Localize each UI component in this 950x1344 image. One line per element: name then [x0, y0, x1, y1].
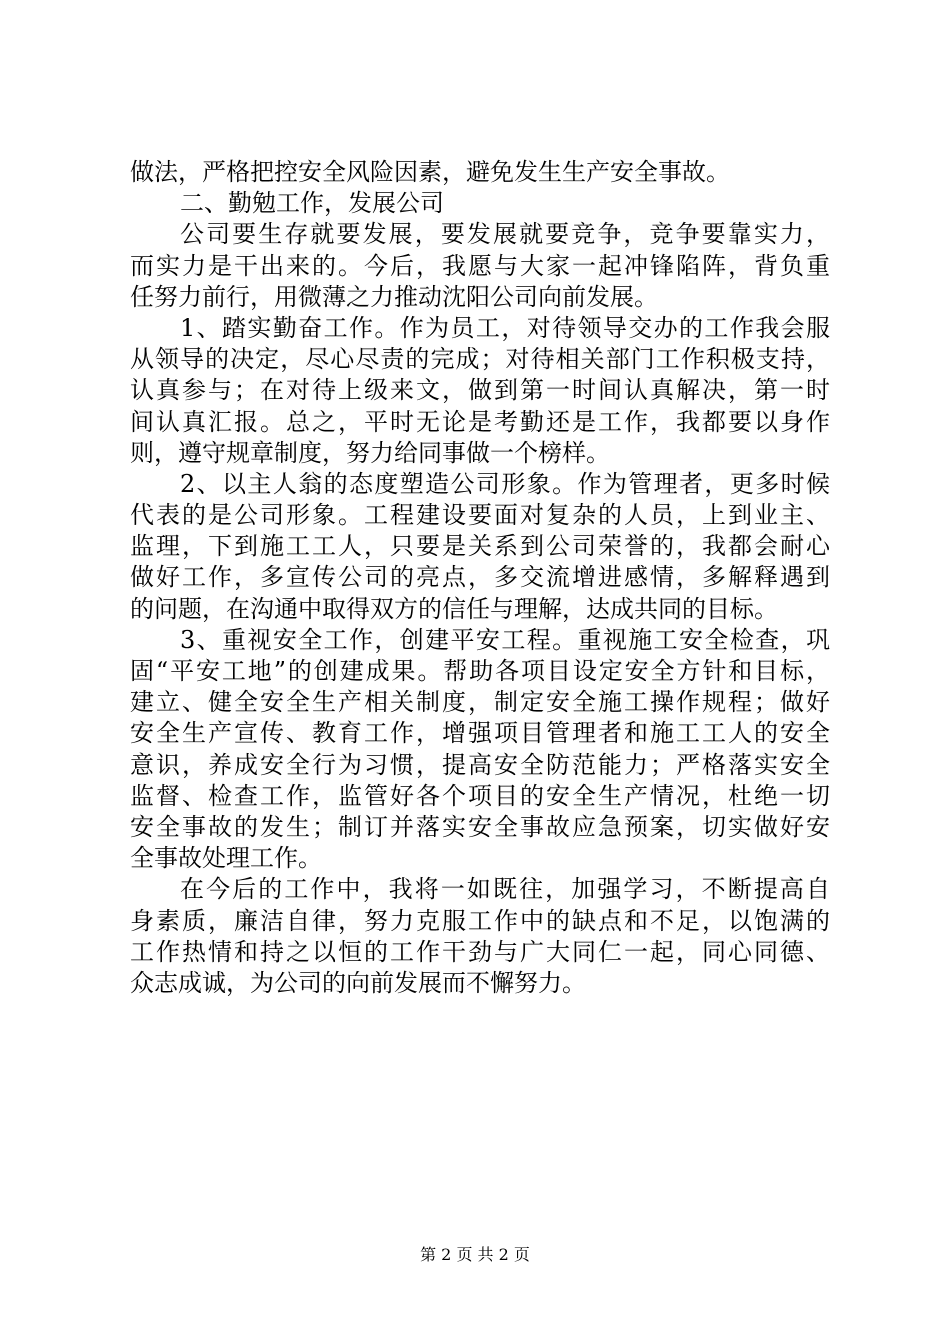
text-line: 监理，下到施工工人，只要是关系到公司荣誉的，我都会耐心 — [130, 532, 830, 561]
text-line: 认真参与；在对待上级来文，做到第一时间认真解决，第一时 — [130, 376, 830, 405]
text-line: 身素质，廉洁自律，努力克服工作中的缺点和不足，以饱满的 — [130, 906, 830, 935]
text-line: 的问题，在沟通中取得双方的信任与理解，达成共同的目标。 — [130, 594, 778, 623]
text-line: 意识，养成安全行为习惯，提高安全防范能力；严格落实安全 — [130, 750, 830, 779]
text-line: 安全生产宣传、教育工作，增强项目管理者和施工工人的安全 — [130, 719, 830, 748]
text-line: 2、以主人翁的态度塑造公司形象。作为管理者，更多时候 — [180, 469, 830, 498]
document-body — [130, 157, 830, 999]
paragraph — [130, 157, 830, 188]
text-line: 间认真汇报。总之，平时无论是考勤还是工作，我都要以身作 — [130, 407, 830, 436]
text-line: 则，遵守规章制度，努力给同事做一个榜样。 — [130, 438, 610, 467]
text-line: 安全事故的发生；制订并落实安全事故应急预案，切实做好安 — [130, 812, 830, 841]
text-line: 众志成诚，为公司的向前发展而不懈努力。 — [130, 968, 586, 997]
text-line: 做好工作，多宣传公司的亮点，多交流增进感情，多解释遇到 — [130, 563, 830, 592]
text-line: 监督、检查工作，监管好各个项目的安全生产情况，杜绝一切 — [130, 781, 830, 810]
text-line: 做法，严格把控安全风险因素，避免发生生产安全事故。 — [130, 158, 730, 186]
text-line: 全事故处理工作。 — [130, 844, 322, 873]
text-line: 在今后的工作中，我将一如既往，加强学习，不断提高自 — [180, 875, 830, 904]
text-line: 任努力前行，用微薄之力推动沈阳公司向前发展。 — [130, 282, 658, 311]
paragraph — [130, 874, 830, 999]
paragraph — [130, 625, 830, 875]
text-line: 代表的是公司形象。工程建设要面对复杂的人员，上到业主、 — [130, 501, 830, 530]
text-line: 固“平安工地”的创建成果。帮助各项目设定安全方针和目标， — [130, 657, 830, 685]
page-number-footer: 第 2 页 共 2 页 — [420, 1245, 530, 1264]
text-line: 从领导的决定，尽心尽责的完成；对待相关部门工作积极支持， — [130, 345, 830, 374]
text-line: 建立、健全安全生产相关制度，制定安全施工操作规程；做好 — [130, 688, 830, 717]
section-heading — [130, 188, 830, 219]
paragraph — [130, 313, 830, 469]
text-line: 二、勤勉工作，发展公司 — [180, 189, 444, 218]
text-line: 工作热情和持之以恒的工作干劲与广大同仁一起，同心同德、 — [130, 937, 830, 966]
text-line: 公司要生存就要发展，要发展就要竞争，竞争要靠实力， — [180, 220, 830, 249]
text-line: 1、踏实勤奋工作。作为员工，对待领导交办的工作我会服 — [180, 313, 830, 342]
paragraph — [130, 219, 830, 313]
paragraph — [130, 469, 830, 625]
text-line: 而实力是干出来的。今后，我愿与大家一起冲锋陷阵，背负重 — [130, 251, 830, 280]
text-line: 3、重视安全工作，创建平安工程。重视施工安全检查，巩 — [180, 625, 830, 654]
